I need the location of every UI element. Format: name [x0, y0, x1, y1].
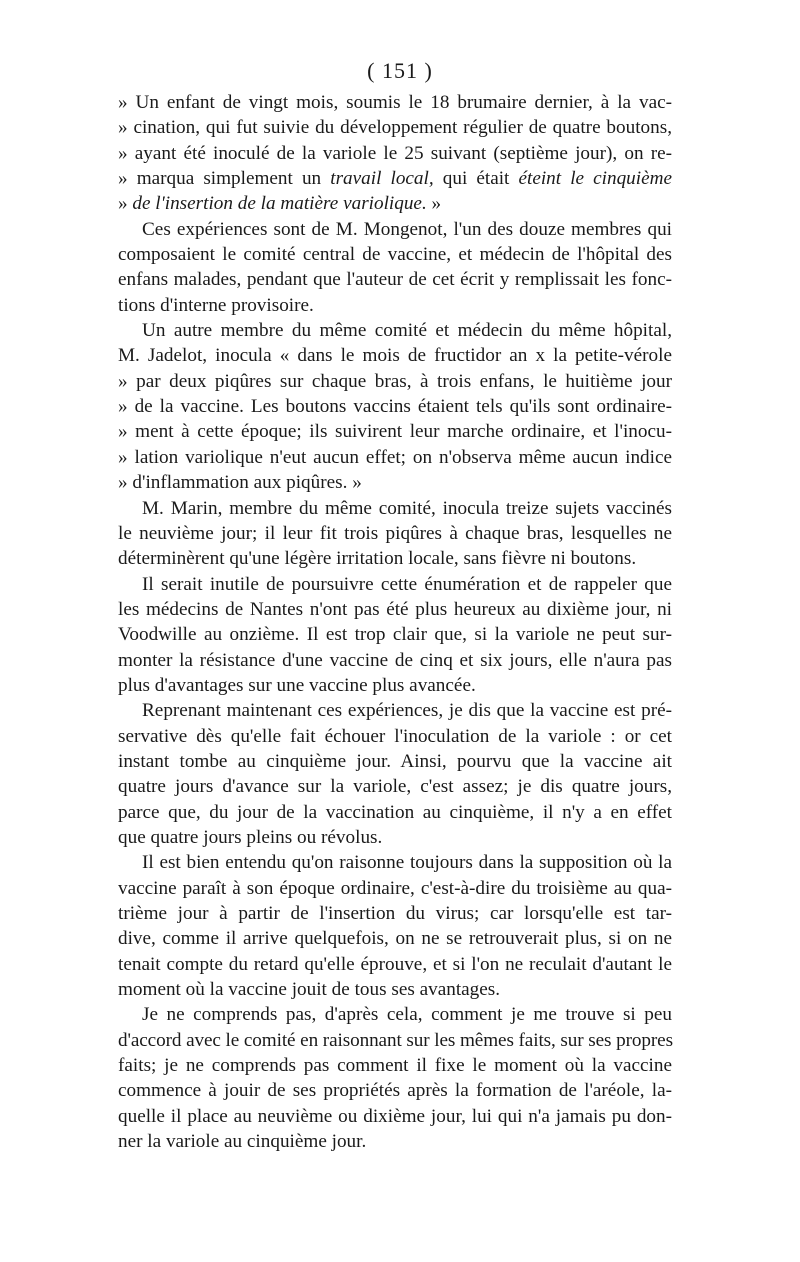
text-line: monter la résistance d'une vaccine de cinq et six jours, elle n'aura pas: [118, 649, 672, 671]
text-line: le neuvième jour; il leur fit trois piqûres à chaque bras, lesquelles ne: [118, 522, 672, 544]
text-line: enfans malades, pendant que l'auteur de cet écrit y remplissait les fonc-: [118, 269, 672, 291]
text-line: Voodwille au onzième. Il est trop clair que, si la variole ne peut sur-: [118, 624, 672, 646]
text-line: que quatre jours pleins ou révolus.: [118, 826, 383, 848]
body-text: [118, 90, 672, 1154]
text-line: les médecins de Nantes n'ont pas été plus heureux au dixième jour, ni: [118, 598, 672, 620]
text-line: quelle il place au neuvième ou dixième jour, lui qui n'a jamais pu don-: [118, 1105, 672, 1127]
text-line: M. Marin, membre du même comité, inocula treize sujets vaccinés: [142, 497, 672, 519]
text-line: » par deux piqûres sur chaque bras, à trois enfans, le huitième jour: [118, 370, 672, 392]
text-line: Reprenant maintenant ces expériences, je dis que la vaccine est pré-: [142, 700, 672, 722]
text-line: dive, comme il arrive quelquefois, on ne se retrouverait plus, si on ne: [118, 928, 672, 950]
text-line: » de l'insertion de la matière variolique. »: [118, 193, 442, 215]
text-line: Un autre membre du même comité et médecin du même hôpital,: [142, 320, 672, 342]
text-line: faits; je ne comprends pas comment il fixe le moment où la vaccine: [118, 1055, 672, 1077]
text-line: » cination, qui fut suivie du développement régulier de quatre boutons,: [118, 117, 672, 139]
text-line: quatre jours d'avance sur la variole, c'est assez; je dis quatre jours,: [118, 776, 672, 798]
text-line: Il serait inutile de poursuivre cette énumération et de rappeler que: [142, 573, 672, 595]
text-line: » ment à cette époque; ils suivirent leur marche ordinaire, et l'inocu-: [118, 421, 672, 443]
text-line: instant tombe au cinquième jour. Ainsi, pourvu que la vaccine ait: [118, 750, 672, 772]
text-line: » de la vaccine. Les boutons vaccins étaient tels qu'ils sont ordinaire-: [118, 396, 672, 418]
text-line: plus d'avantages sur une vaccine plus avancée.: [118, 674, 476, 696]
text-line: d'accord avec le comité en raisonnant sur les mêmes faits, sur ses propres: [118, 1029, 673, 1051]
text-line: vaccine paraît à son époque ordinaire, c'est-à-dire du troisième au qua-: [118, 877, 672, 899]
text-line: commence à jouir de ses propriétés après la formation de l'aréole, la-: [118, 1080, 672, 1102]
text-line: parce que, du jour de la vaccination au cinquième, il n'y a en effet: [118, 801, 672, 823]
text-line: composaient le comité central de vaccine, et médecin de l'hôpital des: [118, 244, 672, 266]
text-line: » lation variolique n'eut aucun effet; on n'observa même aucun indice: [118, 446, 672, 468]
text-line: Ces expériences sont de M. Mongenot, l'un des douze membres qui: [142, 218, 672, 240]
italic-phrase: travail local,: [330, 168, 434, 190]
text-line: moment où la vaccine jouit de tous ses avantages.: [118, 979, 501, 1001]
text-line: déterminèrent qu'une légère irritation locale, sans fièvre ni boutons.: [118, 548, 637, 570]
italic-phrase: éteint le cinquième: [518, 168, 672, 190]
text-line: Je ne comprends pas, d'après cela, comment je me trouve si peu: [142, 1004, 672, 1026]
text-line: » marqua simplement un travail local, qui était éteint le cinquième: [118, 168, 672, 190]
text-line: tions d'interne provisoire.: [118, 294, 314, 316]
text-line: Il est bien entendu qu'on raisonne toujours dans la supposition où la: [142, 852, 672, 874]
text-line: tenait compte du retard qu'elle éprouve, et si l'on ne reculait d'autant le: [118, 953, 672, 975]
text-line: servative dès qu'elle fait échouer l'inoculation de la variole : or cet: [118, 725, 672, 747]
text-line: » d'inflammation aux piqûres. »: [118, 472, 362, 494]
text-line: » ayant été inoculé de la variole le 25 suivant (septième jour), on re-: [118, 142, 672, 164]
text-line: ner la variole au cinquième jour.: [118, 1131, 367, 1153]
italic-phrase: de l'insertion de la matière variolique.: [132, 193, 427, 215]
text-line: trième jour à partir de l'insertion du virus; car lorsqu'elle est tar-: [118, 903, 672, 924]
text-line: M. Jadelot, inocula « dans le mois de fructidor an x la petite-vérole: [118, 345, 672, 367]
text-line: » Un enfant de vingt mois, soumis le 18 brumaire dernier, à la vac-: [118, 92, 672, 113]
page-number: ( 151 ): [367, 58, 433, 83]
